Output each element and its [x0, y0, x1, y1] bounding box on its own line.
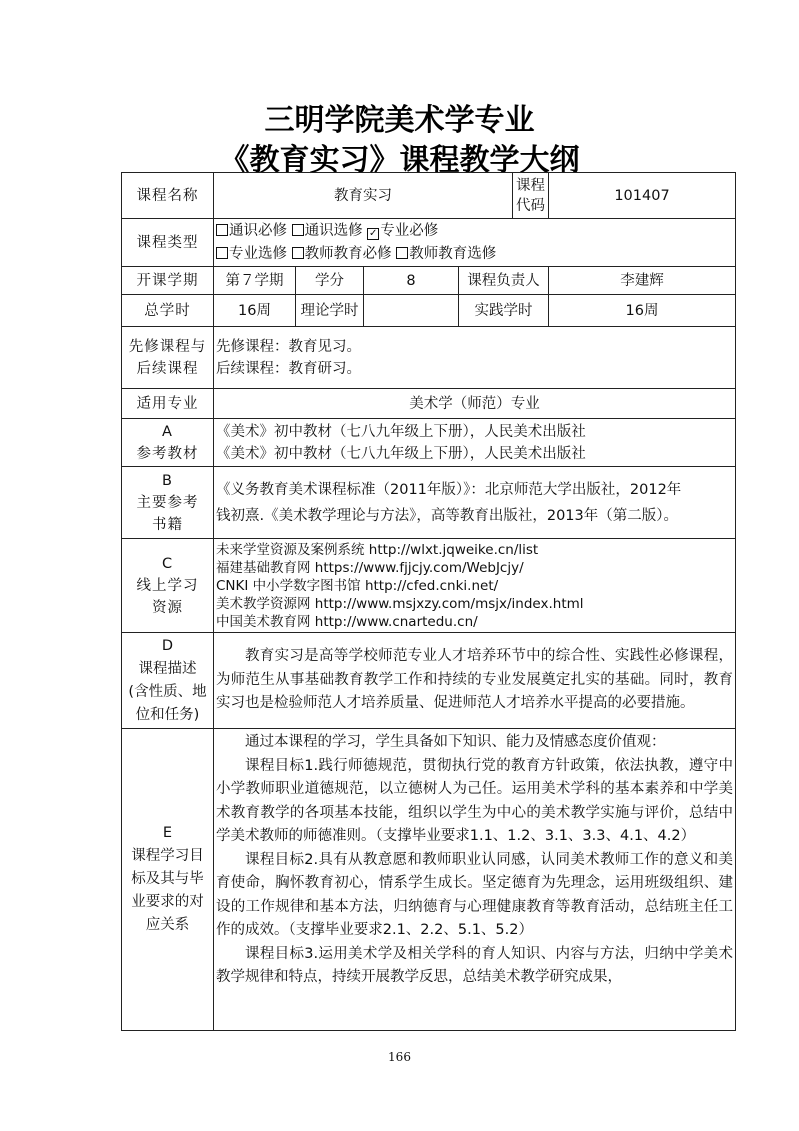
- online-resources-letter: C: [161, 555, 174, 572]
- references-label-2: 书籍: [152, 516, 183, 533]
- course-code-value: 101407: [549, 173, 736, 219]
- checkbox-icon: [396, 247, 408, 259]
- total-hours-value: 16周: [214, 295, 296, 327]
- description-label-1: 课程描述: [138, 660, 197, 677]
- page-number: 166: [388, 1050, 411, 1064]
- course-lead-value: 李建辉: [549, 267, 736, 295]
- major-value: 美术学（师范）专业: [214, 389, 736, 419]
- objectives-label-2: 标及其与毕: [131, 871, 204, 887]
- objectives-text: [214, 729, 736, 1031]
- prerequisites-label-1: 先修课程与: [128, 338, 207, 355]
- checkbox-teacher-elective[interactable]: 教师教育选修: [396, 246, 496, 262]
- description-label-2: (含性质、地: [128, 683, 207, 700]
- textbooks-label: [122, 419, 214, 467]
- online-resource-link[interactable]: 未来学堂资源及案例系统 http://wlxt.jqweike.cn/list: [216, 541, 539, 558]
- description-label: [122, 633, 214, 729]
- course-name-value: 教育实习: [214, 173, 513, 219]
- checkbox-general-elective[interactable]: 通识选修: [292, 223, 363, 239]
- online-resource-link[interactable]: 中国美术教育网 http://www.cnartedu.cn/: [216, 613, 478, 630]
- checked-checkbox-icon: [367, 228, 379, 240]
- reference-item: 钱初熹.《美术教学理论与方法》，高等教育出版社，2013年（第二版）。: [216, 507, 679, 524]
- online-resource-link[interactable]: CNKI 中小学数字图书馆 http://cfed.cnki.net/: [216, 577, 499, 594]
- description-label-3: 位和任务): [135, 706, 200, 723]
- online-resources-label-2: 资源: [152, 599, 183, 616]
- practice-hours-value: 16周: [549, 295, 736, 327]
- textbooks-list: [214, 419, 736, 467]
- description-letter: D: [161, 637, 174, 654]
- course-goal-3: 课程目标3.运用美术学及相关学科的育人知识、内容与方法，归纳中学美术教学规律和特点，持续开展教学反思，总结美术教学研究成果，: [216, 945, 733, 985]
- row-prerequisites: [122, 327, 736, 389]
- checkbox-major-required[interactable]: ✓ 专业必修: [367, 223, 438, 239]
- practice-hours-label: 实践学时: [459, 295, 549, 327]
- prerequisites-text: [214, 327, 736, 389]
- course-type-label: 课程类型: [122, 219, 214, 267]
- checkbox-icon: [216, 224, 228, 236]
- course-code-label-2: 代码: [516, 197, 545, 214]
- credit-value: 8: [364, 267, 459, 295]
- textbook-item: 《美术》初中教材（七八九年级上下册），人民美术出版社: [216, 445, 586, 462]
- online-resources-label: [122, 539, 214, 633]
- semester-label: 开课学期: [122, 267, 214, 295]
- prerequisites-label-2: 后续课程: [136, 360, 199, 377]
- objectives-intro: 通过本课程的学习，学生具备如下知识、能力及情感态度价值观：: [245, 734, 666, 750]
- objectives-label: [122, 729, 214, 1031]
- theory-hours-label: 理论学时: [296, 295, 364, 327]
- row-textbooks: [122, 419, 736, 467]
- online-resource-link[interactable]: 福建基础教育网 https://www.fjjcjy.com/WebJcjy/: [216, 559, 524, 576]
- textbooks-letter: A: [162, 423, 173, 440]
- credit-label: 学分: [296, 267, 364, 295]
- checkbox-icon: [292, 224, 304, 236]
- description-text: 教育实习是高等学校师范专业人才培养环节中的综合性、实践性必修课程，为师范生从事基础教育教学工作和持续的专业发展奠定扎实的基础。同时，教育实习也是检验师范人才培养质量、促进师范人才培养水平提高的必要措施。: [214, 633, 736, 729]
- references-label-1: 主要参考: [136, 494, 199, 511]
- checkbox-general-required[interactable]: 通识必修: [216, 223, 287, 239]
- course-code-label-1: 课程: [516, 177, 545, 194]
- references-label: [122, 467, 214, 539]
- references-text: [214, 467, 736, 539]
- total-hours-label: 总学时: [122, 295, 214, 327]
- checkbox-major-elective[interactable]: 专业选修: [216, 246, 287, 262]
- row-objectives: [122, 729, 736, 1031]
- course-goal-1: 课程目标1.践行师德规范，贯彻执行党的教育方针政策，依法执教，遵守中小学教师职业道德规范，以立德树人为己任。运用美术学科的基本素养和中学美术教育教学的各项基本技能，组织以学生为中心的美术教学实施与评价，总结中学美术教师的师德准则。（支撑毕业要求1.1、1.2、3.1、3.3、4.1、4.2）: [216, 757, 733, 844]
- checkbox-teacher-required[interactable]: 教师教育必修: [292, 246, 392, 262]
- textbooks-label-text: 参考教材: [136, 445, 199, 462]
- reference-item: 《义务教育美术课程标准（2011年版）》：北京师范大学出版社，2012年: [216, 481, 682, 498]
- row-major: [122, 389, 736, 419]
- row-hours: [122, 295, 736, 327]
- checkbox-icon: [292, 247, 304, 259]
- objectives-label-4: 应关系: [145, 917, 190, 933]
- major-label: 适用专业: [122, 389, 214, 419]
- row-description: [122, 633, 736, 729]
- objectives-label-1: 课程学习目: [131, 848, 204, 864]
- syllabus-table: [121, 172, 736, 1031]
- row-course-type: [122, 219, 736, 267]
- document-title-line2: 《教育实习》课程教学大纲: [219, 143, 580, 178]
- textbook-item: 《美术》初中教材（七八九年级上下册），人民美术出版社: [216, 423, 586, 440]
- checkbox-icon: [216, 247, 228, 259]
- document-title-line1: 三明学院美术学专业: [264, 103, 535, 138]
- semester-value: 第７学期: [214, 267, 296, 295]
- course-lead-label: 课程负责人: [459, 267, 549, 295]
- follow-up-course: 后续课程：教育研习。: [216, 360, 361, 377]
- online-resource-link[interactable]: 美术教学资源网 http://www.msjxzy.com/msjx/index.html: [216, 595, 584, 612]
- row-references: [122, 467, 736, 539]
- row-online-resources: [122, 539, 736, 633]
- row-course-name: [122, 173, 736, 219]
- objectives-label-3: 业要求的对: [131, 894, 204, 910]
- course-name-label: 课程名称: [122, 173, 214, 219]
- row-semester: [122, 267, 736, 295]
- references-letter: B: [162, 472, 173, 489]
- objectives-letter: E: [162, 825, 173, 841]
- theory-hours-value: [364, 295, 459, 327]
- course-type-options: [214, 219, 736, 267]
- course-goal-2: 课程目标2.具有从教意愿和教师职业认同感，认同美术教师工作的意义和美育使命，胸怀教育初心，情系学生成长。坚定德育为先理念，运用班级组织、建设的工作规律和基本方法，归纳德育与心理健康教育等教育活动，总结班主任工作的成效。（支撑毕业要求2.1、2.2、5.1、5.2）: [216, 851, 733, 938]
- online-resources-list: [214, 539, 736, 633]
- prerequisite-course: 先修课程：教育见习。: [216, 338, 361, 355]
- course-code-label: [513, 173, 549, 219]
- prerequisites-label: [122, 327, 214, 389]
- online-resources-label-1: 线上学习: [136, 577, 199, 594]
